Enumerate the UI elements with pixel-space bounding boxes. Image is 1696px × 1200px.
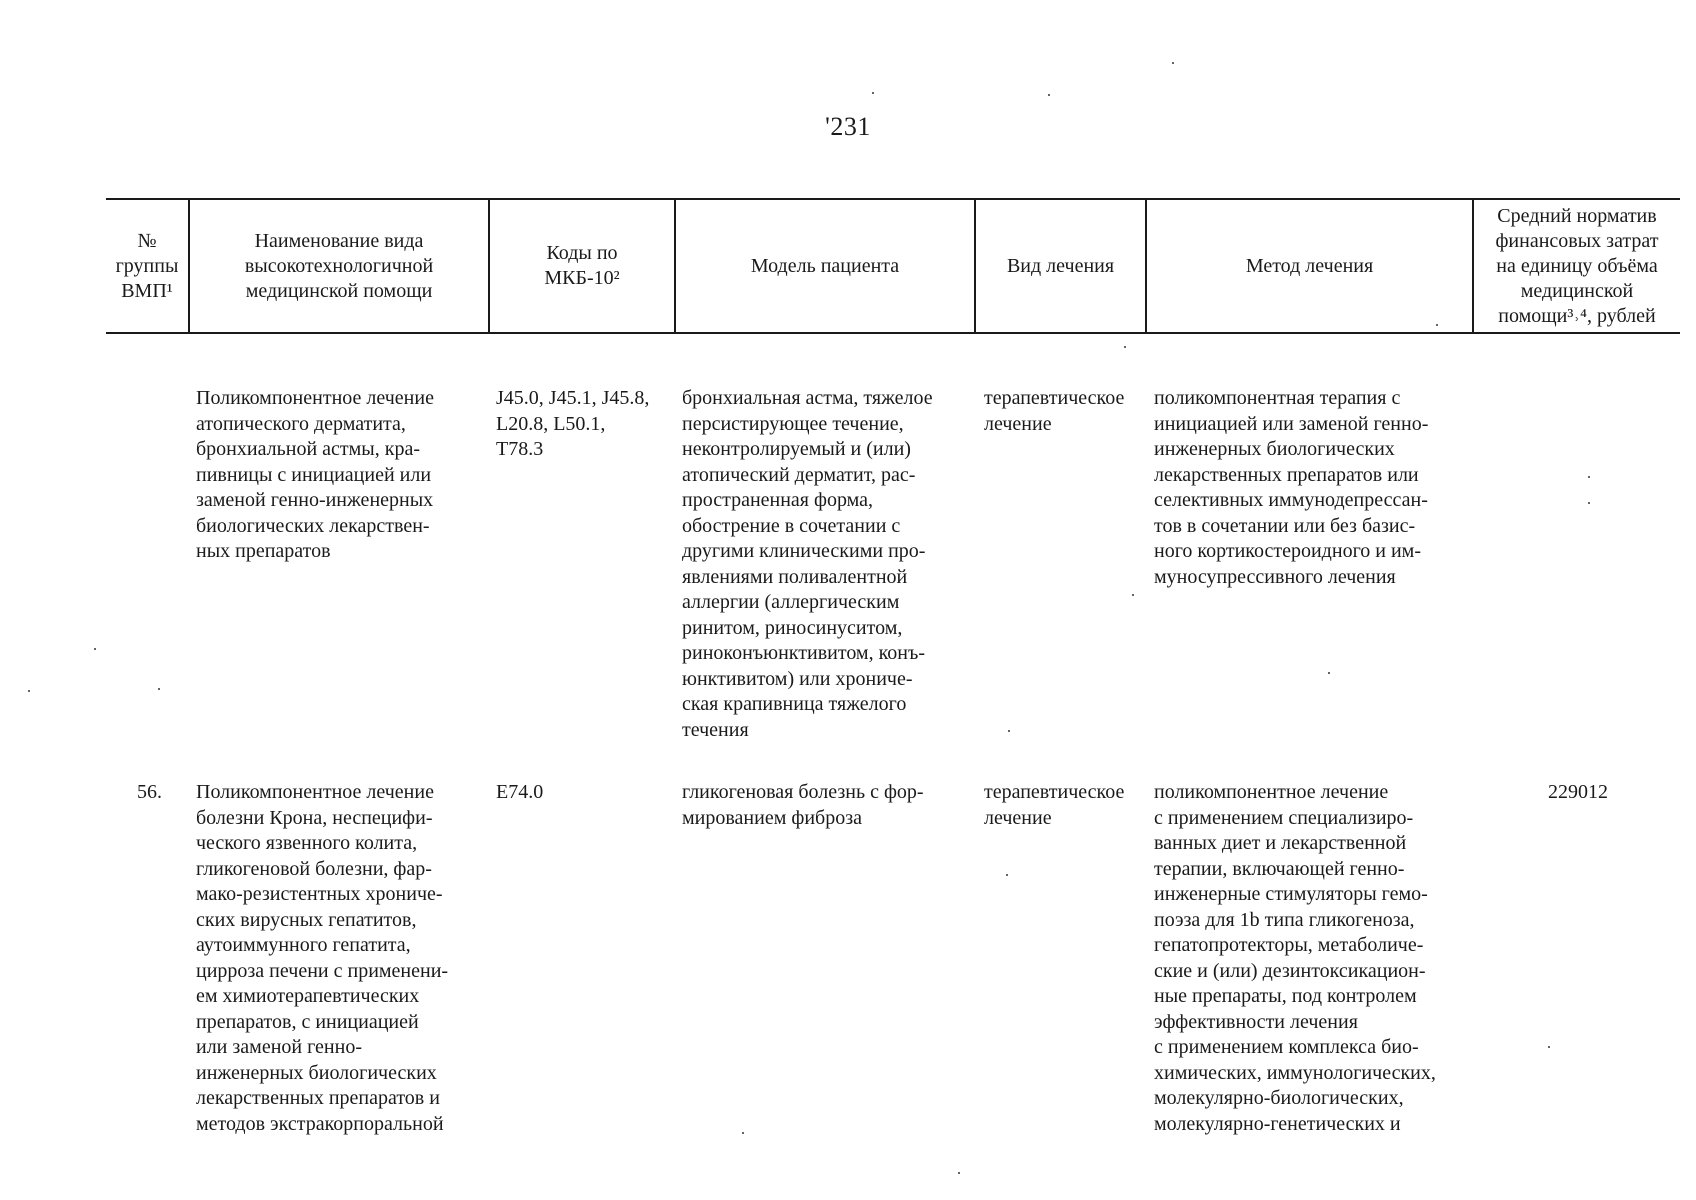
row-group-number: 56. bbox=[137, 781, 162, 803]
scan-speck bbox=[958, 1172, 960, 1174]
row-treatment-method: поликомпонентная терапия с инициацией или заменой генно- инженерных биологических лекарственных препаратов или селективных иммунодепрессан- тов в сочетании или без базис- ного кортикостероидного и им- муносупрессивного лечения bbox=[1154, 387, 1429, 588]
scan-speck bbox=[1172, 62, 1174, 64]
scan-speck bbox=[94, 648, 96, 650]
scan-speck bbox=[1548, 1046, 1550, 1048]
scan-speck bbox=[28, 690, 30, 692]
scan-speck bbox=[1588, 476, 1590, 478]
row-icd-codes: J45.0, J45.1, J45.8, L20.8, L50.1, T78.3 bbox=[496, 387, 650, 460]
scan-speck bbox=[1132, 594, 1134, 596]
scan-speck bbox=[1588, 502, 1590, 504]
scan-speck bbox=[158, 688, 160, 690]
row-cost-standard: 229012 bbox=[1548, 781, 1608, 803]
table-header bbox=[106, 198, 1680, 334]
row-icd-codes: E74.0 bbox=[496, 781, 544, 803]
header-icd-codes: Коды по МКБ-10² bbox=[489, 199, 675, 333]
row-treatment-type: терапевтическое лечение bbox=[984, 781, 1125, 829]
scan-speck bbox=[1436, 324, 1438, 326]
header-care-type-name: Наименование вида высокотехнологичной медицинской помощи bbox=[189, 199, 489, 333]
header-treatment-method: Метод лечения bbox=[1146, 199, 1473, 333]
header-treatment-type: Вид лечения bbox=[975, 199, 1146, 333]
row-patient-model: бронхиальная астма, тяжелое персистирующее течение, неконтролируемый и (или) атопический дерматит, рас- пространенная форма, обострение в сочетании с другими клиническими про- явлениями поливалентной аллергии (аллергическим ринитом, риносинуситом, риноконъюнктивитом, конъ- юнктивитом) или хрониче- ская крапивница тяжелого течения bbox=[682, 387, 933, 741]
row-treatment-type: терапевтическое лечение bbox=[984, 387, 1125, 435]
row-treatment-method: поликомпонентное лечение с применением специализиро- ванных диет и лекарственной терапии, включающей генно- инженерные стимуляторы гемо- поэза для 1b типа гликогеноза, гепатопротекторы, метаболиче- ские и (или) дезинтоксикацион- ные препараты, под контролем эффективности лечения с применением комплекса био- химических, иммунологических, молекулярно-биологических, молекулярно-генетических и bbox=[1154, 781, 1436, 1135]
scan-speck bbox=[872, 92, 874, 94]
row-patient-model: гликогеновая болезнь с фор- мированием фиброза bbox=[682, 781, 924, 829]
row-care-type-name: Поликомпонентное лечение атопического дерматита, бронхиальной астмы, кра- пивницы с инициацией или заменой генно-инженерных биологических лекарствен- ных препаратов bbox=[196, 387, 434, 562]
scan-speck bbox=[1006, 874, 1008, 876]
row-care-type-name: Поликомпонентное лечение болезни Крона, неспецифи- ческого язвенного колита, гликогеновой болезни, фар- мако-резистентных хрониче- ских вирусных гепатитов, аутоиммунного гепатита, цирроза печени с применени- ем химиотерапевтических препаратов, с инициацией или заменой генно- инженерных биологических лекарственных препаратов и методов экстракорпоральной bbox=[196, 781, 449, 1135]
header-group-number: № группы ВМП¹ bbox=[106, 199, 189, 333]
scan-speck bbox=[1008, 730, 1010, 732]
scan-speck bbox=[1048, 94, 1050, 96]
header-cost-standard: Средний норматив финансовых затрат на единицу объёма медицинской помощи³˒⁴, рублей bbox=[1473, 199, 1680, 333]
scan-speck bbox=[1124, 346, 1126, 348]
page-number: '231 bbox=[825, 112, 871, 141]
header-patient-model: Модель пациента bbox=[675, 199, 975, 333]
scan-speck bbox=[742, 1132, 744, 1134]
scan-speck bbox=[1328, 672, 1330, 674]
